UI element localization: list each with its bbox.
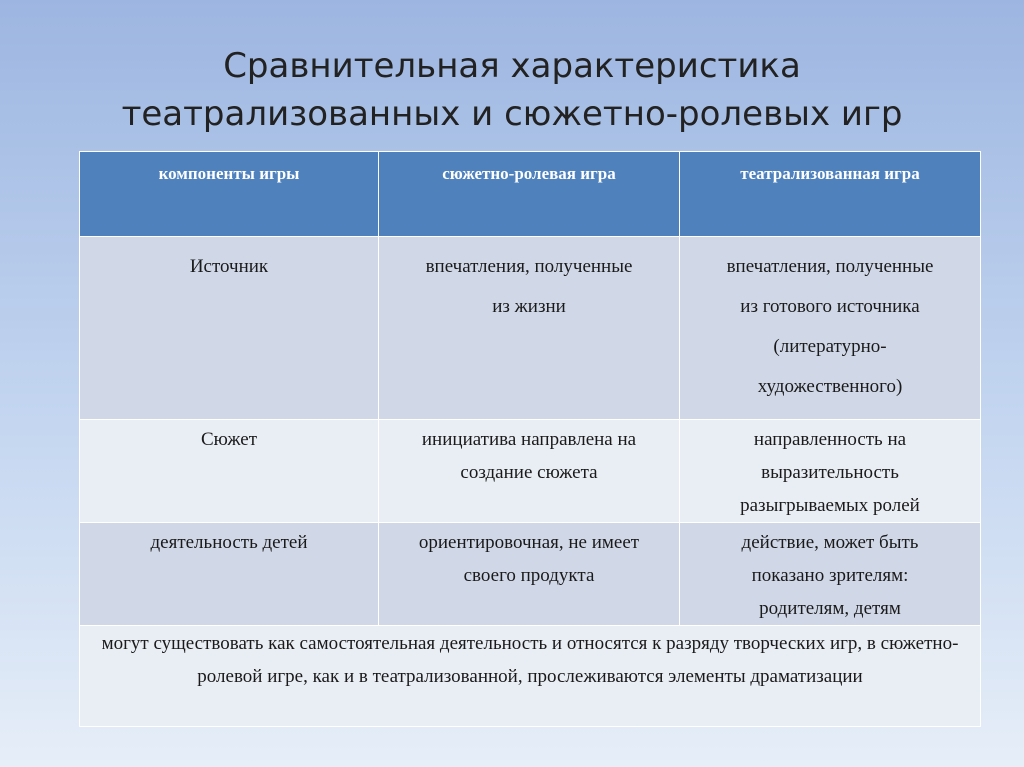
table-row bbox=[80, 237, 981, 420]
table-cell: действие, может быть показано зрителям: родителям, детям bbox=[680, 523, 981, 626]
table-header-row bbox=[80, 152, 981, 237]
table-cell: инициатива направлена на создание сюжета bbox=[379, 420, 680, 523]
header-components: компоненты игры bbox=[80, 152, 379, 237]
table-row bbox=[80, 420, 981, 523]
slide-title-line2: театрализованных и сюжетно-ролевых игр bbox=[121, 94, 903, 134]
table-cell: впечатления, полученные из жизни bbox=[379, 237, 680, 420]
comparison-table bbox=[79, 151, 981, 727]
header-theatrical-play: театрализованная игра bbox=[680, 152, 981, 237]
table-cell: впечатления, полученные из готового источника (литературно- художественного) bbox=[680, 237, 981, 420]
table-cell: направленность на выразительность разыгрываемых ролей bbox=[680, 420, 981, 523]
table-cell: ориентировочная, не имеет своего продукта bbox=[379, 523, 680, 626]
table-cell: деятельность детей bbox=[80, 523, 379, 626]
table-cell: Источник bbox=[80, 237, 379, 420]
table-footer-row bbox=[80, 626, 981, 727]
slide-title bbox=[0, 42, 1024, 138]
table-cell: Сюжет bbox=[80, 420, 379, 523]
table-row bbox=[80, 523, 981, 626]
header-role-play: сюжетно-ролевая игра bbox=[379, 152, 680, 237]
slide-title-line1: Сравнительная характеристика bbox=[223, 46, 801, 86]
table-footer-cell: могут существовать как самостоятельная деятельность и относятся к разряду творческих игр, в сюжетно-ролевой игре, как и в театрализованной, прослеживаются элементы драматизации bbox=[80, 626, 981, 727]
